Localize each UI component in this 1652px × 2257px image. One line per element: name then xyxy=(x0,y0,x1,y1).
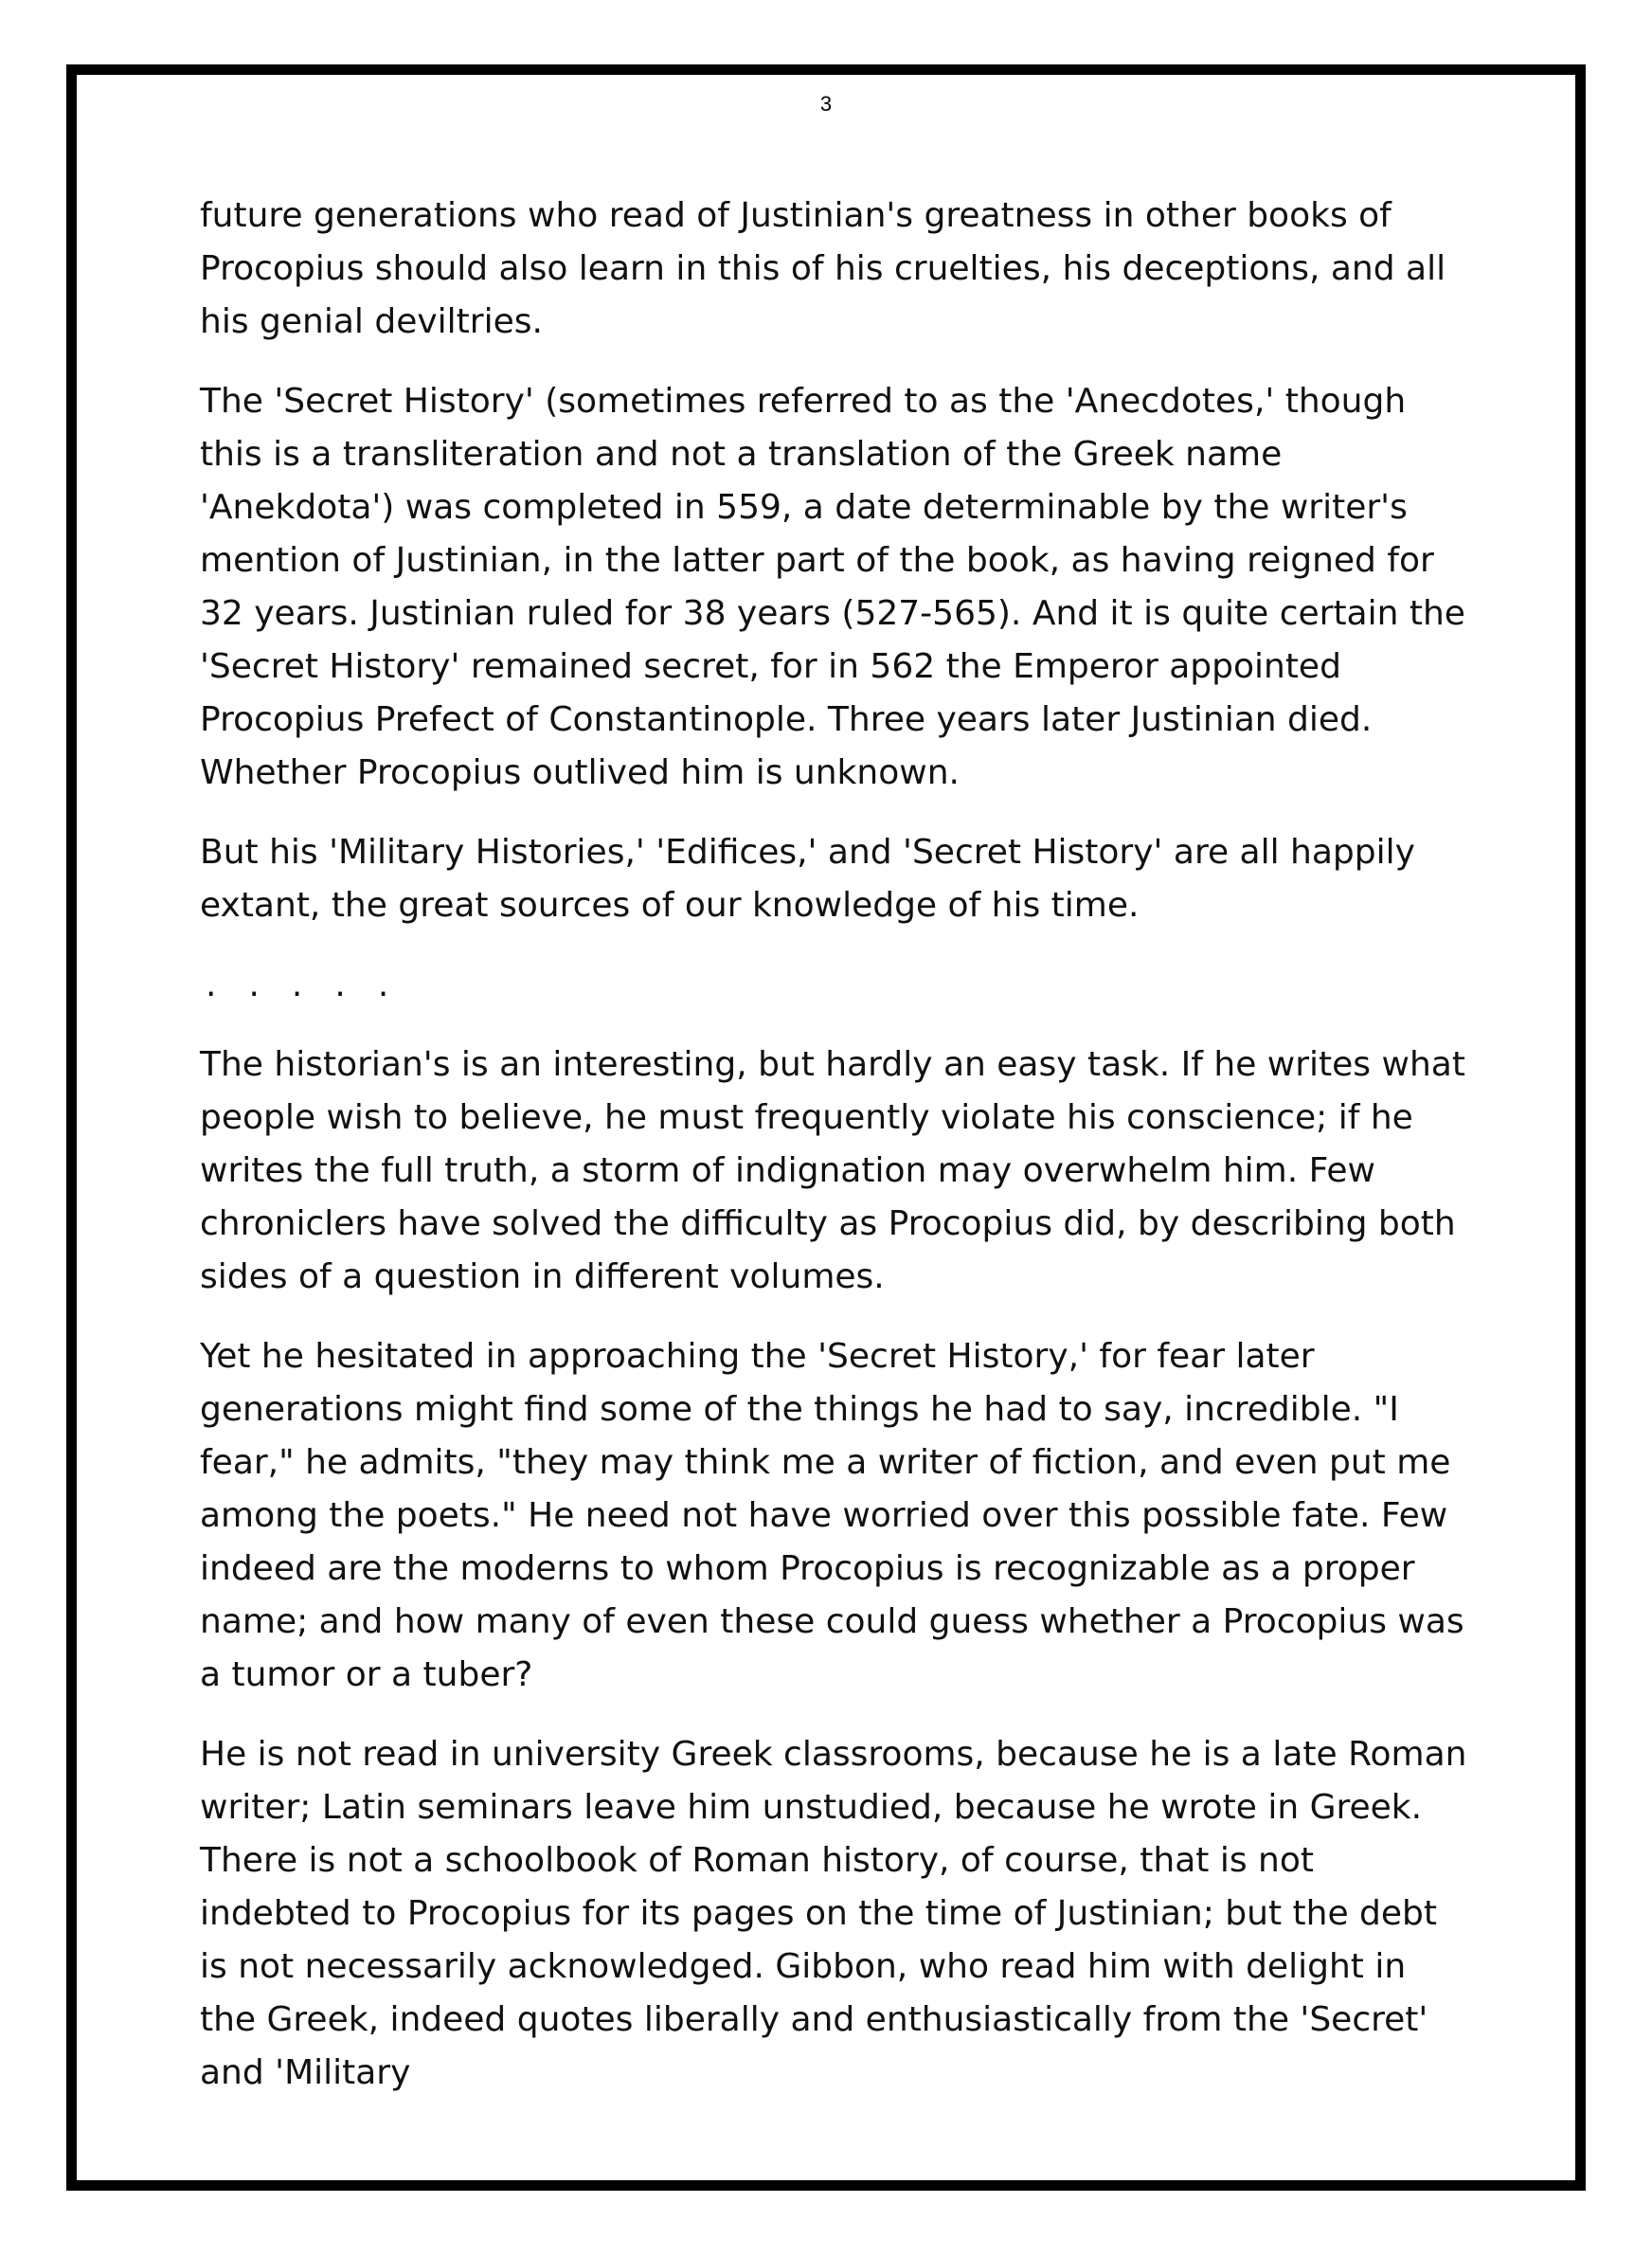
document-body xyxy=(200,190,1469,2126)
page-number: 3 xyxy=(819,92,833,116)
separator-dot: . xyxy=(291,966,303,1004)
section-separator xyxy=(200,959,1469,1012)
paragraph: future generations who read of Justinian's greatness in other books of Procopius should also learn in this of his cruelties, his deceptions, and all his genial deviltries. xyxy=(200,196,1446,341)
separator-dot: . xyxy=(334,966,346,1004)
paragraph: But his 'Military Histories,' 'Edifices,' and 'Secret History' are all happily extant, the great sources of our knowledge of his time. xyxy=(200,833,1415,925)
separator-dot: . xyxy=(377,966,389,1004)
paragraph: Yet he hesitated in approaching the 'Secret History,' for fear later generations might find some of the things he had to say, incredible. "I fear," he admits, "they may think me a writer of fiction, and even put me among the poets." He need not have worried over this possible fate. Few indeed are the moderns to whom Procopius is recognizable as a proper name; and how many of even these could guess whether a Procopius was a tumor or a tuber? xyxy=(200,1337,1464,1694)
paragraph: He is not read in university Greek classrooms, because he is a late Roman writer; Latin seminars leave him unstudied, because he wrote in Greek. There is not a schoolbook of Roman history, of course, that is not indebted to Procopius for its pages on the time of Justinian; but the debt is not necessarily acknowledged. Gibbon, who read him with delight in the Greek, indeed quotes liberally and enthusiastically from the 'Secret' and 'Military xyxy=(200,1735,1467,2092)
separator-dot: . xyxy=(206,966,217,1004)
paragraph: The 'Secret History' (sometimes referred to as the 'Anecdotes,' though this is a transliteration and not a translation of the Greek name 'Anekdota') was completed in 559, a date determinable by the writer's mention of Justinian, in the latter part of the book, as having reigned for 32 years. Justinian ruled for 38 years (527-565). And it is quite certain the 'Secret History' remained secret, for in 562 the Emperor appointed Procopius Prefect of Constantinople. Three years later Justinian died. Whether Procopius outlived him is unknown. xyxy=(200,382,1465,792)
paragraph: The historian's is an interesting, but hardly an easy task. If he writes what people wish to believe, he must frequently violate his conscience; if he writes the full truth, a storm of indignation may overwhelm him. Few chroniclers have solved the difficulty as Procopius did, by describing both sides of a question in different volumes. xyxy=(200,1045,1465,1296)
separator-dot: . xyxy=(248,966,260,1004)
